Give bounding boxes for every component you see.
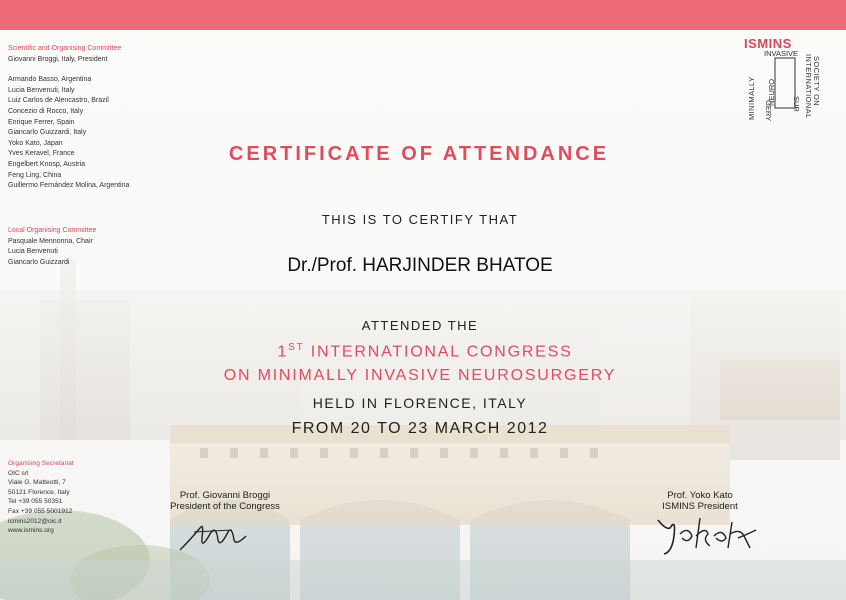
local-committee-member: Lucia Benvenuti [8, 248, 58, 256]
committee-member: Guillermo Fernández Molina, Argentina [8, 182, 130, 190]
recipient-name: Dr./Prof. HARJINDER BHATOE [287, 255, 553, 276]
committee-member: Lucia Benvenuti, Italy [8, 86, 75, 94]
congress-ordinal-suffix: ST [288, 342, 305, 353]
committee-member: Enrique Ferrer, Spain [8, 118, 75, 126]
logo-word: GERY [764, 100, 773, 122]
committee-member: Engelbert Knosp, Austria [8, 160, 86, 168]
committee-member: Armando Basso, Argentina [8, 76, 92, 84]
secretariat-heading: Organising Secretariat [8, 460, 74, 467]
congress-name-line2: ON MINIMALLY INVASIVE NEUROSURGERY [223, 367, 617, 384]
certificate-title: CERTIFICATE OF ATTENDANCE [228, 143, 610, 165]
ismins-logo [742, 36, 821, 122]
scientific-committee [8, 44, 129, 192]
committee-member: Yoko Kato, Japan [8, 139, 63, 147]
logo-word: NEURO [767, 78, 776, 106]
secretariat-line: 50121 Florence, Italy [8, 488, 70, 496]
logo-word: MINIMALLY [747, 76, 756, 120]
congress-title: INTERNATIONAL CONGRESS [310, 343, 573, 361]
committee-president: Giovanni Broggi, Italy, President [8, 55, 108, 63]
signer-role: President of the Congress [170, 501, 280, 512]
local-committee [8, 226, 96, 268]
secretariat-line: Tel +39 055 50351 [8, 498, 63, 506]
secretariat-line: Fax +39 055 5001912 [8, 507, 73, 515]
logo-word: INTERNATIONAL [804, 54, 813, 119]
logo-word: INVASIVE [764, 49, 799, 58]
congress-dates: FROM 20 TO 23 MARCH 2012 [291, 420, 549, 437]
scientific-committee-heading: Scientific and Organising Committee [8, 45, 122, 52]
secretariat-link: www.ismins.org [8, 527, 54, 535]
congress-name-line1 [180, 342, 670, 361]
committee-member: Concezio di Rocco, Italy [8, 107, 84, 115]
committee-member: Luiz Carlos de Alencastro, Brazil [8, 97, 109, 105]
signer-name: Prof. Giovanni Broggi [179, 490, 271, 501]
committee-member: Yves Keravel, France [8, 150, 75, 158]
local-committee-member: Giancarlo Guizzardi [8, 258, 70, 266]
signature-broggi [172, 510, 262, 555]
local-committee-heading: Local Organising Committee [8, 227, 97, 234]
committee-member: Feng Ling, China [8, 171, 62, 179]
local-committee-member: Pasquale Mennonna, Chair [8, 237, 93, 245]
certify-text: THIS IS TO CERTIFY THAT [321, 212, 519, 227]
committee-member: Giancarlo Guizzardi, Italy [8, 129, 87, 137]
signer-role: ISMINS President [662, 501, 738, 512]
logo-word: SUR [792, 96, 801, 112]
secretariat-line: OIC srl [8, 469, 29, 477]
held-location: HELD IN FLORENCE, ITALY [312, 395, 528, 411]
secretariat-line: Viale G. Matteotti, 7 [8, 479, 66, 487]
ismins-logo-acronym: ISMINS [744, 36, 792, 51]
organising-secretariat [8, 459, 74, 536]
top-color-bar [0, 0, 846, 30]
logo-word: SOCIETY ON [812, 56, 821, 107]
signer-name: Prof. Yoko Kato [667, 490, 733, 501]
attended-text: ATTENDED THE [361, 318, 479, 333]
secretariat-line: icmins2012@oic.it [8, 517, 62, 525]
signer-broggi [150, 490, 300, 512]
signature-kato [652, 508, 762, 558]
congress-ordinal: 1 [277, 343, 289, 361]
